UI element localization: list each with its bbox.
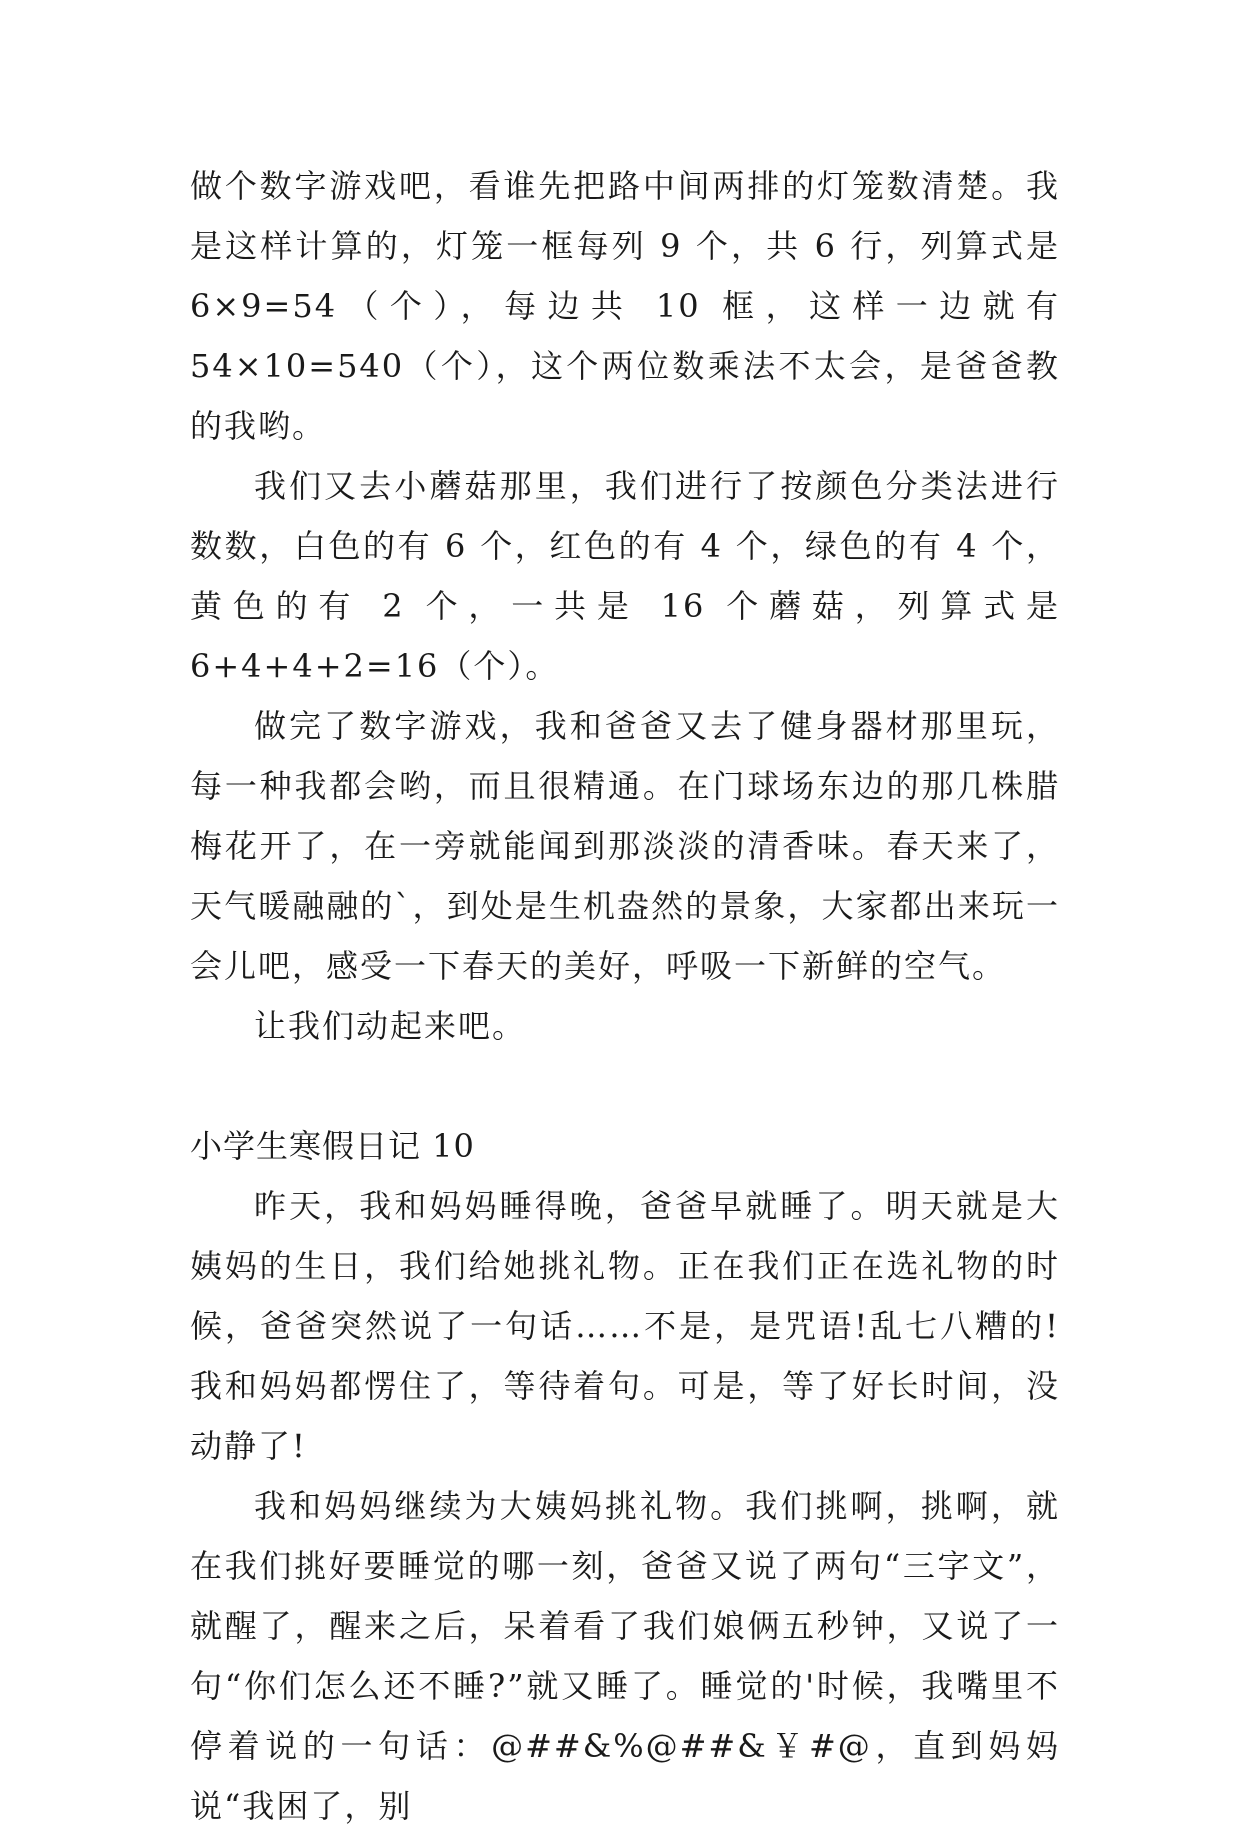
paragraph-choosing-gift: 我和妈妈继续为大姨妈挑礼物。我们挑啊，挑啊，就在我们挑好要睡觉的哪一刻，爸爸又说了两句“三字文”，就醒了，醒来之后，呆着看了我们娘俩五秒钟，又说了一句“你们怎么还不睡?”就又睡了。睡觉的'时候，我嘴里不停着说的一句话：@##&%@##&￥#@，直到妈妈说“我困了，别 [190, 1487, 1060, 1825]
document-body [190, 156, 1060, 1836]
paragraph-dad-sleep-talk: 昨天，我和妈妈睡得晚，爸爸早就睡了。明天就是大姨妈的生日，我们给她挑礼物。正在我们正在选礼物的时候，爸爸突然说了一句话……不是，是咒语!乱七八糟的!我和妈妈都愣住了，等待着句。可是，等了好长时间，没动静了! [190, 1187, 1060, 1465]
paragraph-counting-lanterns: 做个数字游戏吧，看谁先把路中间两排的灯笼数清楚。我是这样计算的，灯笼一框每列 9 个，共 6 行，列算式是 6×9=54（个），每边共 10 框，这样一边就有 54×10=540（个），这个两位数乘法不太会，是爸爸教的我哟。 [190, 167, 1060, 445]
paragraph-mushrooms: 我们又去小蘑菇那里，我们进行了按颜色分类法进行数数，白色的有 6 个，红色的有 4 个，绿色的有 4 个，黄色的有 2 个，一共是 16 个蘑菇，列算式是 6+4+4+2=16（个）。 [190, 467, 1060, 685]
paragraph-closing: 让我们动起来吧。 [254, 1007, 527, 1045]
diary-title: 小学生寒假日记 10 [190, 1127, 475, 1165]
paragraph-fitness-spring: 做完了数字游戏，我和爸爸又去了健身器材那里玩，每一种我都会哟，而且很精通。在门球场东边的那几株腊梅花开了，在一旁就能闻到那淡淡的清香味。春天来了，天气暖融融的`，到处是生机盎然的景象，大家都出来玩一会儿吧，感受一下春天的美好，呼吸一下新鲜的空气。 [190, 707, 1060, 985]
